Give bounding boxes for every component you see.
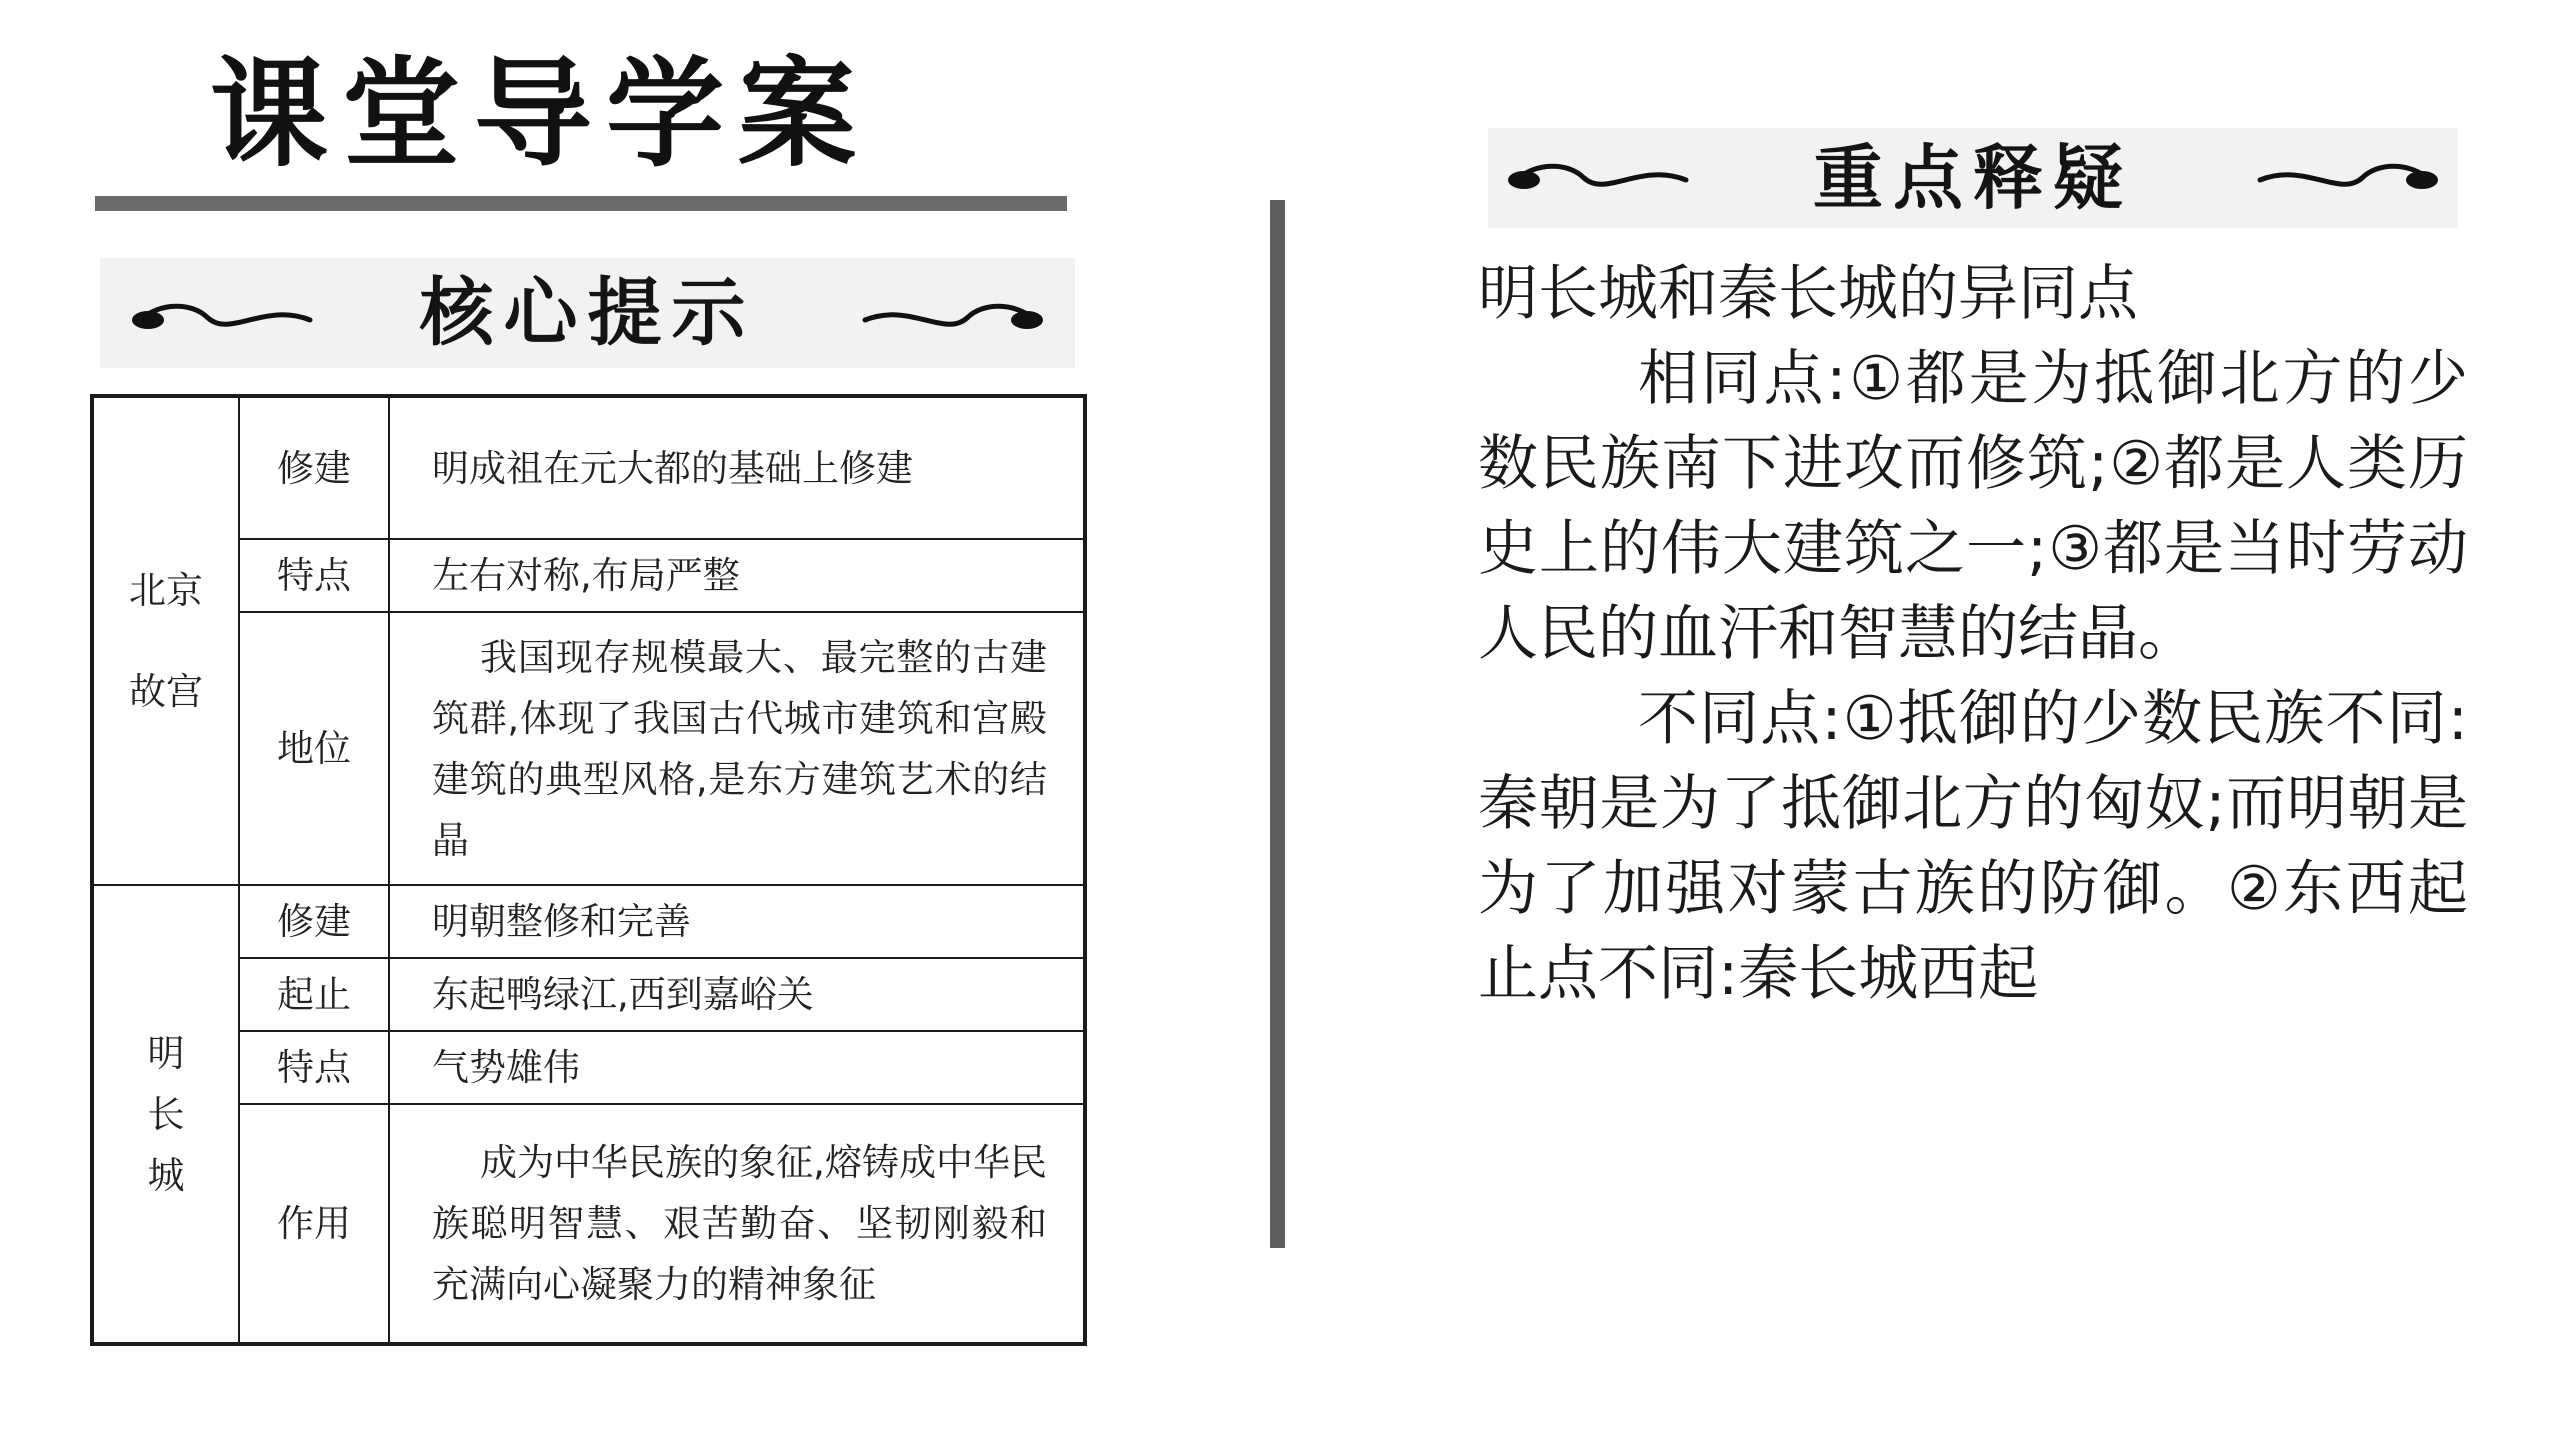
table-row [92,958,1085,1031]
group-cell-ming-great-wall [92,885,239,1344]
table-row [92,396,1085,539]
explanation-heading: 明长城和秦长城的异同点 [1478,259,2138,329]
desc-cell: 成为中华民族的象征,熔铸成中华民族聪明智慧、艰苦勤奋、坚韧刚毅和充满向心凝聚力的精神象征 [389,1104,1085,1344]
desc-cell: 我国现存规模最大、最完整的古建筑群,体现了我国古代城市建筑和宫殿建筑的典型风格,是东方建筑艺术的结晶 [389,612,1085,885]
explanation-same-points: 相同点:①都是为抵御北方的少数民族南下进攻而修筑;②都是人类历史上的伟大建筑之一;③都是当时劳动人民的血汗和智慧的结晶。 [1478,344,2468,669]
aspect-cell: 特点 [239,539,389,612]
table-row [92,1104,1085,1344]
aspect-cell: 特点 [239,1031,389,1104]
desc-cell: 左右对称,布局严整 [389,539,1085,612]
aspect-cell: 修建 [239,396,389,539]
group-label-line: 北京 [129,569,203,612]
group-label-line: 故宫 [129,670,203,713]
table-row [92,885,1085,958]
table-row [92,612,1085,885]
aspect-cell: 起止 [239,958,389,1031]
desc-cell: 明成祖在元大都的基础上修建 [389,396,1085,539]
group-label-line: 长 [147,1092,185,1136]
aspect-cell: 地位 [239,612,389,885]
section-banner-key-points [1488,128,2458,228]
column-divider [1270,200,1285,1248]
table-row [92,539,1085,612]
banner-title-key-points: 重点释疑 [1813,136,2133,219]
title-underline [95,196,1067,211]
group-label-line: 明 [147,1031,185,1075]
group-cell-forbidden-city [92,396,239,885]
desc-cell: 明朝整修和完善 [389,885,1085,958]
banner-title-core-tips: 核心提示 [419,270,756,356]
desc-cell: 气势雄伟 [389,1031,1085,1104]
section-banner-core-tips [100,258,1075,368]
explanation-different-points: 不同点:①抵御的少数民族不同:秦朝是为了抵御北方的匈奴;而明朝是为了加强对蒙古族的防御。②东西起止点不同:秦长城西起 [1478,684,2468,1009]
group-label-line: 城 [147,1153,185,1197]
info-table [90,394,1087,1346]
aspect-cell: 作用 [239,1104,389,1344]
desc-cell: 东起鸭绿江,西到嘉峪关 [389,958,1085,1031]
page-title: 课堂导学案 [210,44,871,183]
explanation-body [1478,252,2468,1017]
table-row [92,1031,1085,1104]
aspect-cell: 修建 [239,885,389,958]
